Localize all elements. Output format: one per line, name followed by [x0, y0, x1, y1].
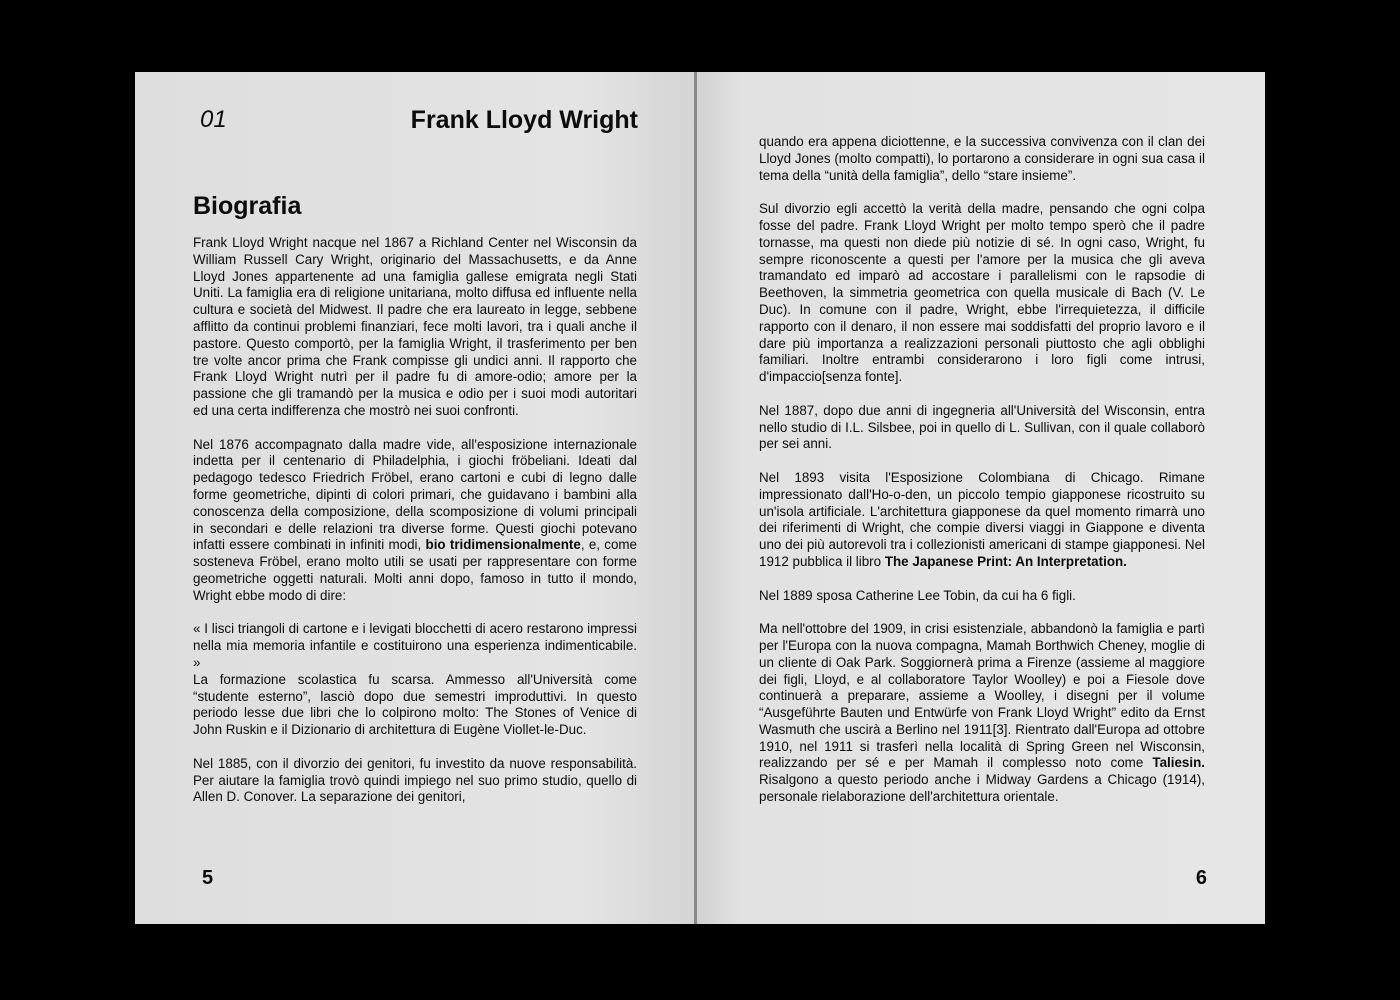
text-run: Ma nell'ottobre del 1909, in crisi esistenziale, abbandonò la famiglia e partì per l'Europa con la nuova compagna, Mamah Borthwich Cheney, moglie di un cliente di Oak Park. Soggiornerà prima a Firenze (assieme al maggiore dei figli, Lloyd, e al collaboratore Taylor Woolley) e poi a Fiesole dove continuerà a preparare, assieme a Woolley, i disegni per il volume “Ausgeführte Bauten und Entwürfe von Frank Lloyd Wright” edito da Ernst Wasmuth che uscirà a Berlino nel 1911[3]. Rientrato dall'Europa ad ottobre 1910, nel 1911 si trasferì nella località di Spring Green nel Wisconsin, realizzando per sé e per Mamah il complesso noto come [759, 621, 1205, 771]
paragraph [193, 437, 637, 605]
chapter-title: Frank Lloyd Wright [410, 106, 638, 134]
chapter-number: 01 [200, 106, 227, 133]
right-page [697, 72, 1265, 924]
text-run: Nel 1893 visita l'Esposizione Colombiana di Chicago. Rimane impressionato dall'Ho-o-den, un piccolo tempio giapponese ricostruito su un'isola artificiale. L'architettura giapponese da quel momento rimarrà uno dei riferimenti di Wright, che compie diversi viaggi in Giappone e diventa uno dei più autorevoli tra i collezionisti americani di stampe giapponesi. Nel 1912 pubblica il libro [759, 469, 1205, 569]
paragraph: Frank Lloyd Wright nacque nel 1867 a Richland Center nel Wisconsin da William Russell Cary Wright, originario del Massachusetts, e da Anne Lloyd Jones appartenente ad una famiglia gallese emigrata negli Stati Uniti. La famiglia era di religione unitariana, molto diffusa ed influente nella cultura e società del Midwest. Il padre che era laureato in legge, sebbene afflitto da continui problemi finanziari, fece molti lavori, tra i quali anche il pastore. Questo comportò, per la famiglia Wright, il trasferimento per ben tre volte ancor prima che Frank compisse gli undici anni. Il rapporto che Frank Lloyd Wright nutrì per il padre fu di amore-odio; amore per la passione che gli tramandò per la musica e odio per i suoi modi autoritari ed una certa indifferenza che mostrò nei suoi confronti. [193, 235, 637, 418]
text-run: Risalgono a questo periodo anche i Midway Gardens a Chicago (1914), personale rielaborazione dell'architettura orientale. [759, 772, 1205, 805]
left-body-text [193, 235, 637, 823]
paragraph: Nel 1885, con il divorzio dei genitori, fu investito da nuove responsabilità. Per aiutare la famiglia trovò quindi impiego nel suo primo studio, quello di Allen D. Conover. La separazione dei genitori, [193, 755, 637, 805]
paragraph: quando era appena diciottenne, e la successiva convivenza con il clan dei Lloyd Jones (molto compatti), lo portarono a considerare in ogni sua casa il tema della “unità della famiglia”, dello “stare insieme”. [759, 134, 1205, 183]
bold-text: The Japanese Print: An Interpretation. [884, 553, 1127, 569]
quote: « I lisci triangoli di cartone e i levigati blocchetti di acero restarono impressi nella mia memoria infantile e costituirono una esperienza indimenticabile. » [193, 621, 637, 670]
paragraph: Nel 1889 sposa Catherine Lee Tobin, da cui ha 6 figli. [759, 587, 1076, 603]
paragraph: La formazione scolastica fu scarsa. Ammesso all'Università come “studente esterno”, lasciò dopo due semestri improduttivi. In questo periodo lesse due libri che lo colpirono molto: The Stones of Venice di John Ruskin e il Dizionario di architettura di Eugène Viollet-le-Duc. [193, 671, 637, 738]
page-number: 5 [202, 867, 214, 889]
left-page [135, 72, 698, 924]
page-number: 6 [1195, 867, 1207, 889]
text-run: , e, come sosteneva Fröbel, erano molto utili se usati per rappresentare con forme geometriche oggetti naturali. Molti anni dopo, famoso in tutto il mondo, Wright ebbe modo di dire: [193, 537, 637, 603]
bold-text: bio tridimensionalmente [425, 537, 581, 553]
bold-text: Taliesin. [1152, 755, 1205, 771]
paragraph [759, 621, 1205, 806]
paragraph [759, 470, 1205, 571]
right-body-text [759, 134, 1205, 823]
paragraph: Nel 1887, dopo due anni di ingegneria all'Università del Wisconsin, entra nello studio di I.L. Silsbee, poi in quello di L. Sullivan, con il quale collaborò per sei anni. [759, 402, 1205, 452]
section-title: Biografia [193, 192, 302, 220]
text-run: Nel 1876 accompagnato dalla madre vide, all'esposizione internazionale indetta per il centenario di Philadelphia, i giochi fröbeliani. Ideati dal pedagogo tedesco Friedrich Fröbel, erano cartoni e cubi di legno dalle forme geometriche, dipinti di colori primari, che guidavano i bambini alla conoscenza della composizione, della scomposizione di volumi principali in secondari e delle relazioni tra diverse forme. Questi giochi potevano infatti essere combinati in infiniti modi, [193, 436, 637, 553]
paragraph: Sul divorzio egli accettò la verità della madre, pensando che ogni colpa fosse del padre. Frank Lloyd Wright per molto tempo sperò che il padre tornasse, ma questi non diede più notizie di sé. In ogni caso, Wright, fu sempre riconoscente a questi per l'amore per la musica che gli aveva tramandato ed imparò ad accostare i parallelismi con le rapsodie di Beethoven, la simmetria geometrica con quella musicale di Bach (V. Le Duc). In comune con il padre, Wright, ebbe l'irrequietezza, il difficile rapporto con il denaro, il non essere mai soddisfatti del proprio lavoro e il dare più importanza a realizzazioni personali piuttosto che agli obblighi familiari. Inoltre entrambi considerarono i loro figli come intrusi, d'impaccio[senza fonte]. [759, 201, 1205, 385]
